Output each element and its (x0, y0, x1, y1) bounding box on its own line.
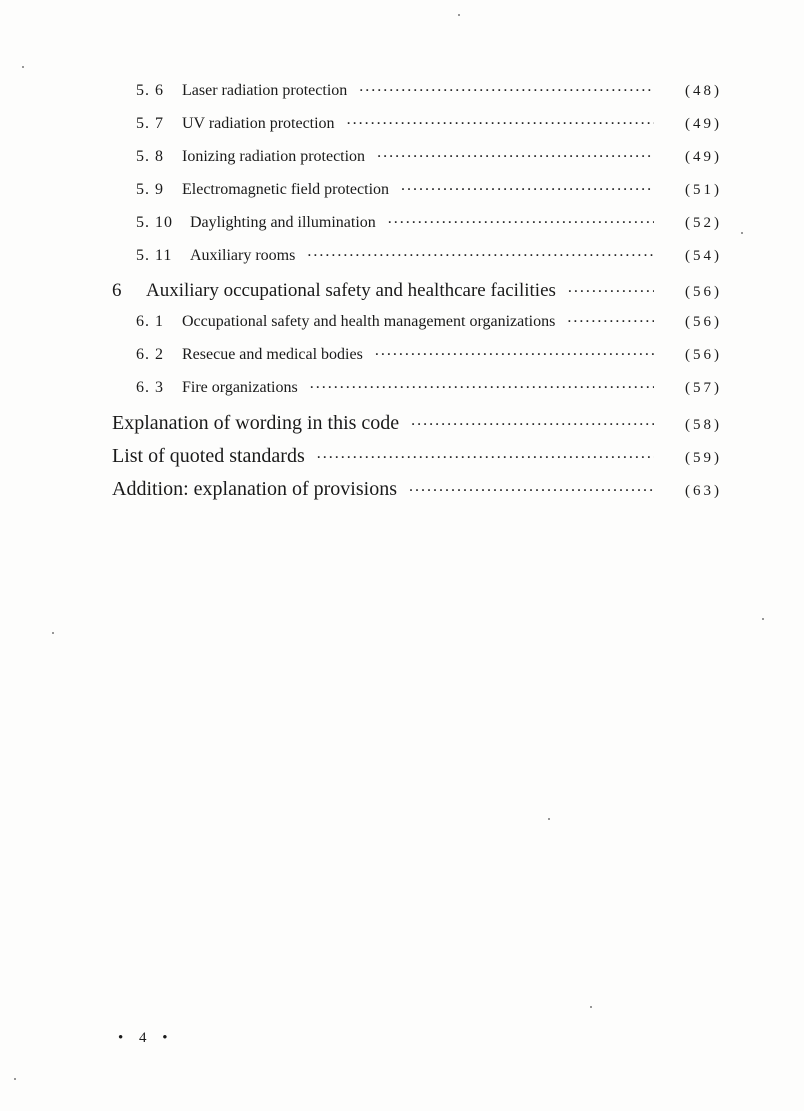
toc-entry-page: (48) (685, 83, 722, 99)
toc-entry-number: 5. 7 (136, 115, 164, 132)
dot-leader (567, 314, 654, 329)
dot-leader (307, 248, 654, 263)
toc-entry-title: UV radiation protection (182, 115, 335, 132)
scan-speck (762, 618, 764, 620)
toc-entry-number: 5. 8 (136, 148, 164, 165)
toc-main-entry[interactable] (112, 445, 722, 478)
toc-entry-number: 6. 3 (136, 379, 164, 396)
toc-entry-page: (59) (685, 450, 722, 466)
toc-entry-page: (56) (685, 284, 722, 300)
dot-leader (377, 149, 654, 164)
toc-entry[interactable] (112, 148, 722, 181)
toc-entry[interactable] (112, 247, 722, 280)
toc-entry-page: (63) (685, 483, 722, 499)
scan-speck (590, 1006, 592, 1008)
dot-leader (401, 182, 654, 197)
toc-entry-page: (57) (685, 380, 722, 396)
dot-leader (568, 284, 654, 299)
dot-leader (388, 215, 654, 230)
scan-speck (22, 66, 24, 68)
table-of-contents (112, 82, 722, 511)
toc-entry-number: 5. 10 (136, 214, 173, 231)
scan-speck (14, 1078, 16, 1080)
toc-entry-title: Occupational safety and health management organizations (182, 313, 556, 330)
toc-entry[interactable] (112, 379, 722, 412)
toc-entry-page: (58) (685, 417, 722, 433)
toc-entry-title: Electromagnetic field protection (182, 181, 390, 198)
scan-speck (52, 632, 54, 634)
toc-entry[interactable] (112, 346, 722, 379)
toc-entry-number: 6 (112, 280, 123, 301)
toc-entry-title: Explanation of wording in this code (112, 412, 400, 434)
page-number: • 4 • (118, 1030, 174, 1046)
dot-leader (317, 450, 654, 465)
scan-speck (548, 818, 550, 820)
toc-entry-title: Addition: explanation of provisions (112, 478, 397, 500)
toc-entry-page: (52) (685, 215, 722, 231)
dot-leader (409, 483, 654, 498)
dot-leader (310, 380, 654, 395)
toc-entry-title: Auxiliary rooms (190, 247, 296, 264)
toc-entry-title: Resecue and medical bodies (182, 346, 363, 363)
toc-entry-page: (56) (685, 314, 722, 330)
toc-entry[interactable] (112, 313, 722, 346)
toc-entry-number: 5. 11 (136, 247, 173, 264)
toc-entry-page: (54) (685, 248, 722, 264)
toc-entry[interactable] (112, 82, 722, 115)
toc-entry-number: 6. 1 (136, 313, 164, 330)
toc-entry-title: Daylighting and illumination (190, 214, 376, 231)
toc-entry-page: (49) (685, 116, 722, 132)
dot-leader (347, 116, 654, 131)
toc-entry-title: Ionizing radiation protection (182, 148, 366, 165)
scan-speck (741, 232, 743, 234)
toc-entry[interactable] (112, 115, 722, 148)
toc-main-entry[interactable] (112, 412, 722, 445)
toc-chapter-entry[interactable] (112, 280, 722, 313)
toc-entry[interactable] (112, 214, 722, 247)
dot-leader (411, 417, 654, 432)
toc-entry-number: 5. 9 (136, 181, 164, 198)
dot-leader (375, 347, 654, 362)
toc-entry-number: 5. 6 (136, 82, 164, 99)
toc-entry-title: List of quoted standards (112, 445, 305, 467)
toc-entry[interactable] (112, 181, 722, 214)
toc-entry-number: 6. 2 (136, 346, 164, 363)
toc-entry-title: Laser radiation protection (182, 82, 348, 99)
toc-entry-title: Auxiliary occupational safety and healthcare facilities (146, 280, 556, 301)
dot-leader (359, 83, 654, 98)
toc-main-entry[interactable] (112, 478, 722, 511)
toc-entry-title: Fire organizations (182, 379, 298, 396)
toc-entry-page: (49) (685, 149, 722, 165)
scan-speck (458, 14, 460, 16)
toc-entry-page: (51) (685, 182, 722, 198)
toc-entry-page: (56) (685, 347, 722, 363)
